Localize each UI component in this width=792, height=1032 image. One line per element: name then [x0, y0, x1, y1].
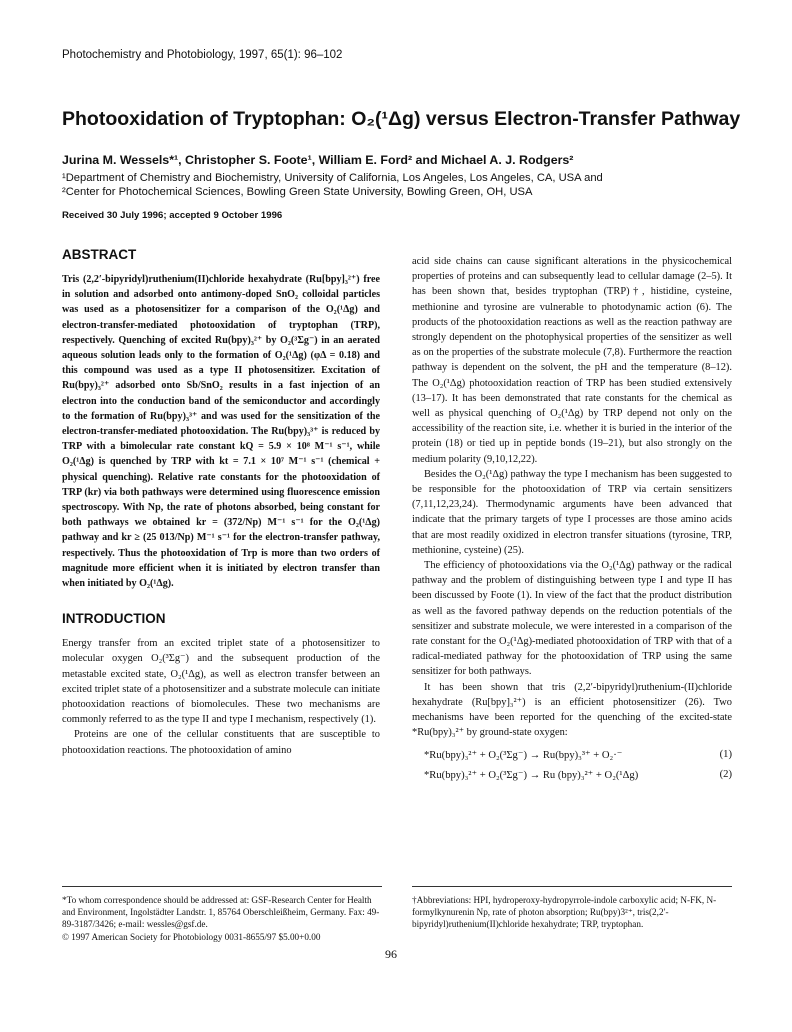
equation-2 — [424, 769, 732, 781]
article-title: Photooxidation of Tryptophan: O₂(¹Δg) versus Electron-Transfer Pathway — [62, 108, 741, 130]
intro-paragraph-1: Energy transfer from an excited triplet state of a photosensitizer to molecular oxygen O₂(³Σg⁻) and the subsequent production of the metastable excited state, O₂(¹Δg), as well as electron transfer between an excited triplet state of a photosensitizer and a substrate molecule can initiate photooxidation reactions of biomolecules. These two mechanisms are commonly referred to as the type II and type I mechanism, respectively (1). — [62, 638, 380, 726]
equation-1 — [424, 749, 732, 761]
copyright-line: © 1997 American Society for Photobiology 0031-8655/97 $5.00+0.00 — [62, 931, 321, 942]
correspondence-footnote: *To whom correspondence should be addressed at: GSF-Research Center for Health and Environment, Ingolstädter Landstr. 1, 85764 Oberschleißheim, Germany. Fax: 49-89-3187/3426; e-mail: wessles@gsf.de. — [62, 895, 380, 930]
received-dates: Received 30 July 1996; accepted 9 October 1996 — [62, 210, 283, 221]
abstract-heading: ABSTRACT — [62, 247, 137, 262]
body-paragraph-2: Besides the O₂(¹Δg) pathway the type I mechanism has been suggested to be responsible for the photooxidation of TRP via certain sensitizers (7,11,12,23,24). Thermodynamic arguments have been advanced that indicate that the primary targets of type I processes are those amino acids that are most readily oxidized in electron transfer situations (tyrosine, TRP, methionine, cysteine) (25). — [412, 468, 732, 556]
left-column — [62, 247, 380, 758]
journal-citation: Photochemistry and Photobiology, 1997, 65(1): 96–102 — [62, 49, 343, 61]
body-paragraph-1: acid side chains can cause significant alterations in the physicochemical properties of proteins and can subsequently lead to cellular damage (2–5). It has been shown that, besides tryptophan (TRP)†, histidine, cysteine, methionine and tyrosine are vulnerable to photodynamic action (6). The products of the photooxidation reactions as well as the reaction pathway are strongly dependent on the photophysical properties of the sensitizer as well as on the properties of the substrate molecule (7,8). Furthermore the reaction pathway is dependent on the solvent, the pH and the temperature (8–12). The O₂(¹Δg) photooxidation reaction of TRP has been studied extensively (13–17). It has been demonstrated that rate constants for the chemical as well as physical quenching of O₂(¹Δg) by TRP depend not only on the accessibility of the reaction site, i.e. whether it is buried in the interior of the protein (18) or tied up in peptide bonds (19–21), but also strongly on the medium polarity (9,10,12,22). — [412, 256, 732, 465]
equation-1-number: (1) — [719, 748, 732, 760]
body-paragraph-4: It has been shown that tris (2,2′-bipyridyl)ruthenium-(II)chloride hexahydrate (Ru[bpy]₃²⁺) is an efficient photosensitizer (26). Two mechanisms have been reported for the quenching of the excited-state *Ru(bpy)₃²⁺ by ground-state oxygen: — [412, 681, 732, 739]
author-list: Jurina M. Wessels*¹, Christopher S. Foote¹, William E. Ford² and Michael A. J. Rodgers² — [62, 153, 574, 167]
abstract-text: Tris (2,2′-bipyridyl)ruthenium(II)chloride hexahydrate (Ru[bpy]₃²⁺) free in solution and adsorbed onto antimony-doped SnO₂ colloidal particles was used as a photosensitizer for a comparison of the O₂(¹Δg) and electron-transfer-mediated photooxidation of tryptophan (TRP), respectively. Quenching of excited Ru(bpy)₃²⁺ by O₂(³Σg⁻) in an aerated aqueous solution leads only to the formation of O₂(¹Δg) (φΔ = 0.18) and this compound was used as a type II photosensitizer. Excitation of Ru(bpy)₃²⁺ adsorbed onto Sb/SnO₂ results in a fast injection of an electron into the conduction band of the semiconductor and accordingly to the formation of Ru(bpy)₃³⁺ and was used for the sensitization of the electron-transfer-mediated photooxidation. The Ru(bpy)₃³⁺ is reduced by TRP with a bimolecular rate constant kQ = 5.9 × 10⁸ M⁻¹ s⁻¹, while O₂(¹Δg) is quenched by TRP with kt = 7.1 × 10⁷ M⁻¹ s⁻¹ (chemical + physical quenching). Relative rate constants for the photooxidation of TRP (kr) via both pathways were determined using fluorescence emission spectroscopy. With Np, the rate of photons absorbed, being constant for both pathways we obtained kr = (372/Np) M⁻¹ s⁻¹ for the O₂(¹Δg) pathway and kr ≥ (25 013/Np) M⁻¹ s⁻¹ for the electron-transfer pathway, respectively. Thus the photooxidation of Trp is more than two orders of magnitude more efficient when it is initiated by electron transfer than when initiated by O₂(¹Δg). — [62, 274, 380, 590]
footnotes-left — [62, 894, 382, 943]
affiliations — [62, 171, 603, 199]
equation-2-text: *Ru(bpy)₃²⁺ + O₂(³Σg⁻) → Ru (bpy)₃²⁺ + O₂(¹Δg) — [424, 769, 639, 781]
affiliation-1: ¹Department of Chemistry and Biochemistry, University of California, Los Angeles, Los Angeles, CA, USA and — [62, 172, 603, 184]
right-column — [412, 254, 732, 781]
introduction-heading: INTRODUCTION — [62, 611, 166, 627]
intro-paragraph-2: Proteins are one of the cellular constituents that are susceptible to photooxidation reactions. The photooxidation of amino — [62, 729, 380, 756]
page-number: 96 — [385, 947, 397, 961]
equation-1-text: *Ru(bpy)₃²⁺ + O₂(³Σg⁻) → Ru(bpy)₃³⁺ + O₂·⁻ — [424, 749, 623, 761]
body-paragraph-3: The efficiency of photooxidations via the O₂(¹Δg) pathway or the radical pathway and the problem of distinguishing between type I and type II has been discussed by Foote (1). In view of the fact that the product distribution as well as the favored pathway depends on the reduction potentials of the sensitizer and substrate molecule, we were interested in a comparison of the rate constant for the O₂(¹Δg)-mediated photooxidation of TRP with that of a radical-mediated pathway for the photooxidation of TRP using the same sensitizer for both pathways. — [412, 560, 732, 678]
footnote-divider-left — [62, 886, 382, 887]
equation-2-number: (2) — [719, 768, 732, 780]
footnote-divider-right — [412, 886, 732, 887]
affiliation-2: ²Center for Photochemical Sciences, Bowling Green State University, Bowling Green, OH, USA — [62, 186, 533, 198]
abbreviations-footnote: †Abbreviations: HPI, hydroperoxy-hydropyrrole-indole carboxylic acid; N-FK, N-formylkynurenin Np, rate of photon absorption; Ru(bpy)3²⁺, tris(2,2′-bipyridyl)ruthenium(II)chloride hexahydrate; TRP, tryptophan. — [412, 895, 717, 930]
